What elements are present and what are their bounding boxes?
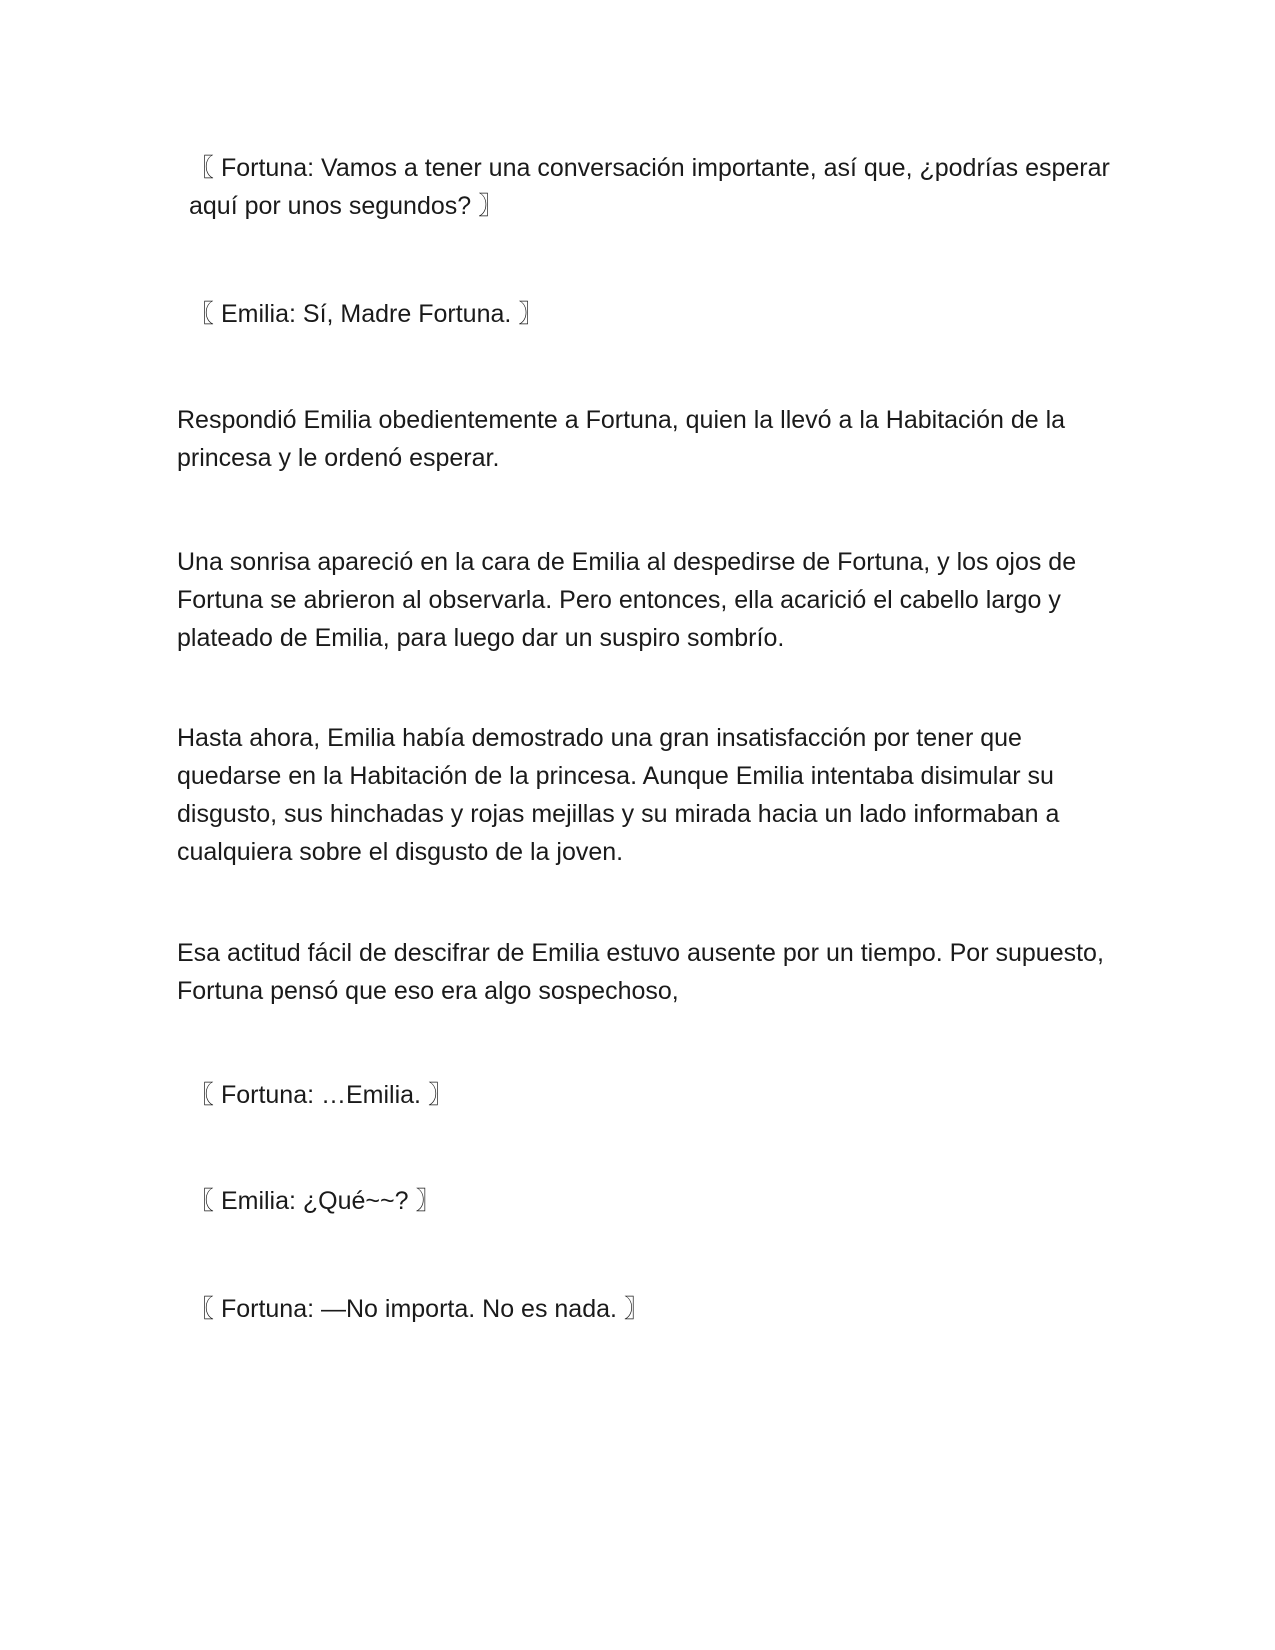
dialogue-paragraph: 〖 Fortuna: Vamos a tener una conversación importante, así que, ¿podrías esperar aquí por unos segundos? 〗: [189, 154, 1110, 220]
narrative-paragraph: Una sonrisa apareció en la cara de Emilia al despedirse de Fortuna, y los ojos de Fortuna se abrieron al observarla. Pero entonces, ella acarició el cabello largo y plateado de Emilia, para luego dar un suspiro sombrío.: [177, 548, 1077, 652]
dialogue-paragraph: 〖 Emilia: ¿Qué~~? 〗: [189, 1187, 441, 1215]
dialogue-paragraph: 〖 Fortuna: …Emilia. 〗: [189, 1081, 453, 1109]
narrative-paragraph: Respondió Emilia obedientemente a Fortuna, quien la llevó a la Habitación de la princesa y le ordenó esperar.: [177, 406, 1066, 472]
narrative-paragraph: Esa actitud fácil de descifrar de Emilia estuvo ausente por un tiempo. Por supuesto, Fortuna pensó que eso era algo sospechoso,: [177, 939, 1104, 1005]
dialogue-paragraph: 〖 Fortuna: —No importa. No es nada. 〗: [189, 1295, 649, 1323]
dialogue-paragraph: 〖 Emilia: Sí, Madre Fortuna. 〗: [189, 300, 544, 328]
narrative-paragraph: Hasta ahora, Emilia había demostrado una gran insatisfacción por tener que quedarse en la Habitación de la princesa. Aunque Emilia intentaba disimular su disgusto, sus hinchadas y rojas mejillas y su mirada hacia un lado informaban a cualquiera sobre el disgusto de la joven.: [177, 724, 1060, 866]
